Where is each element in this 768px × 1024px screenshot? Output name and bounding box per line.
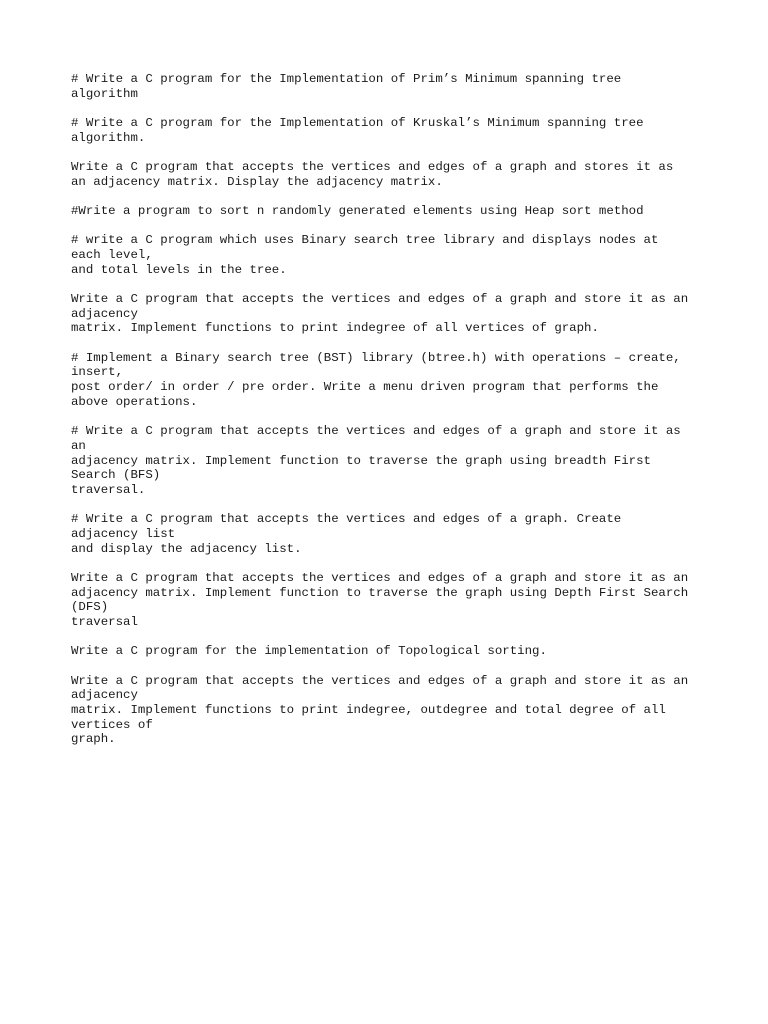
question-paragraph [71,116,731,145]
text-line: an [71,438,86,453]
text-line: adjacency [71,688,138,703]
text-line: Search (BFS) [71,468,161,483]
question-paragraph [71,204,731,219]
text-line: adjacency matrix. Implement function to traverse the graph using breadth First [71,453,651,468]
text-line: # write a C program which uses Binary search tree library and displays nodes at [71,233,659,248]
text-line: #Write a program to sort n randomly generated elements using Heap sort method [71,204,644,218]
text-line: Write a C program that accepts the vertices and edges of a graph and store it as an [71,673,689,688]
text-line: Write a C program that accepts the vertices and edges of a graph and store it as an [71,292,689,306]
document-body [71,72,731,762]
text-line: algorithm [71,86,138,101]
text-line: # Write a C program for the Implementation of Kruskal’s Minimum spanning tree [71,116,644,130]
text-line: # Write a C program that accepts the vertices and edges of a graph and store it as [71,424,681,439]
text-line: # Write a C program for the Implementation of Prim’s Minimum spanning tree [71,72,622,86]
text-line: an adjacency matrix. Display the adjacency matrix. [71,174,443,189]
text-line: traversal [71,615,138,630]
question-paragraph [71,233,731,277]
text-line: and display the adjacency list. [71,541,302,556]
question-paragraph [71,72,731,101]
question-paragraph [71,674,731,748]
text-line: post order/ in order / pre order. Write a menu driven program that performs the [71,380,659,395]
text-line: (DFS) [71,600,109,615]
text-line: above operations. [71,394,198,409]
text-line: traversal. [71,482,146,497]
question-paragraph [71,644,731,659]
text-line: adjacency list [71,526,176,541]
text-line: algorithm. [71,130,146,145]
text-line: Write a C program for the implementation of Topological sorting. [71,644,547,659]
text-line: insert, [71,365,124,380]
text-line: matrix. Implement functions to print indegree of all vertices of graph. [71,321,599,336]
text-line: # Write a C program that accepts the vertices and edges of a graph. Create [71,512,622,527]
text-line: Write a C program that accepts the vertices and edges of a graph and stores it as [71,160,674,174]
text-line: graph. [71,732,116,747]
question-paragraph [71,424,731,498]
question-paragraph [71,571,731,630]
question-paragraph [71,351,731,410]
text-line: each level, [71,248,153,262]
question-paragraph [71,292,731,336]
question-paragraph [71,160,731,189]
text-line: and total levels in the tree. [71,262,287,277]
text-line: adjacency matrix. Implement function to traverse the graph using Depth First Search [71,585,689,600]
text-line: matrix. Implement functions to print indegree, outdegree and total degree of all [71,703,666,718]
text-line: vertices of [71,717,153,732]
text-line: Write a C program that accepts the vertices and edges of a graph and store it as an [71,570,689,585]
question-paragraph [71,512,731,556]
text-line: adjacency [71,306,138,321]
text-line: # Implement a Binary search tree (BST) library (btree.h) with operations – create, [71,350,681,365]
